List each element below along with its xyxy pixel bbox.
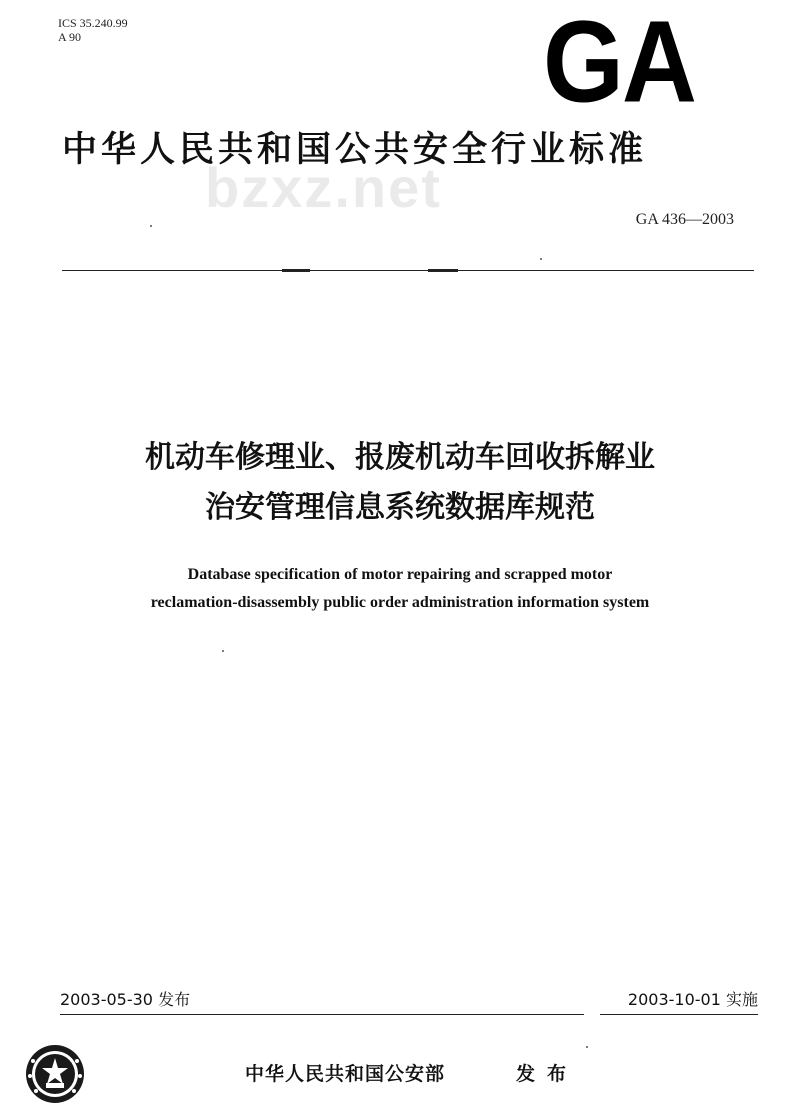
- header-rule-left: [62, 270, 282, 271]
- standard-number: GA 436—2003: [635, 211, 734, 228]
- document-title-en-line2: reclamation-disassembly public order administration information system: [150, 594, 650, 611]
- scan-speck: [222, 650, 224, 652]
- ics-code: ICS 35.240.99: [58, 16, 128, 30]
- ministry-seal-icon: [24, 1043, 86, 1105]
- scan-speck: [150, 225, 152, 227]
- class-code: A 90: [58, 30, 82, 44]
- header-rule-middle: [310, 270, 428, 271]
- publish-date: 2003-05-30 发布: [60, 990, 191, 1009]
- document-title-en-line1: Database specification of motor repairing and scrapped motor: [187, 566, 613, 583]
- footer-rule-left: [60, 1014, 584, 1015]
- scan-speck: [586, 1046, 588, 1048]
- document-title-cn-line1: 机动车修理业、报废机动车回收拆解业: [145, 440, 655, 475]
- header-rule-right: [458, 270, 754, 271]
- watermark: bzxz.net: [205, 156, 442, 219]
- ga-logo: GA: [543, 0, 695, 128]
- standard-category-title: 中华人民共和国公共安全行业标准: [62, 130, 648, 170]
- scan-speck: [540, 258, 542, 260]
- issuing-authority: 中华人民共和国公安部: [245, 1063, 446, 1085]
- implement-date: 2003-10-01 实施: [627, 990, 758, 1009]
- header-rule-mark-2: [428, 269, 458, 272]
- footer-rule-right: [600, 1014, 758, 1015]
- document-title-cn-line2: 治安管理信息系统数据库规范: [205, 490, 595, 525]
- issue-label: 发布: [516, 1063, 579, 1085]
- header-rule-mark: [282, 269, 310, 272]
